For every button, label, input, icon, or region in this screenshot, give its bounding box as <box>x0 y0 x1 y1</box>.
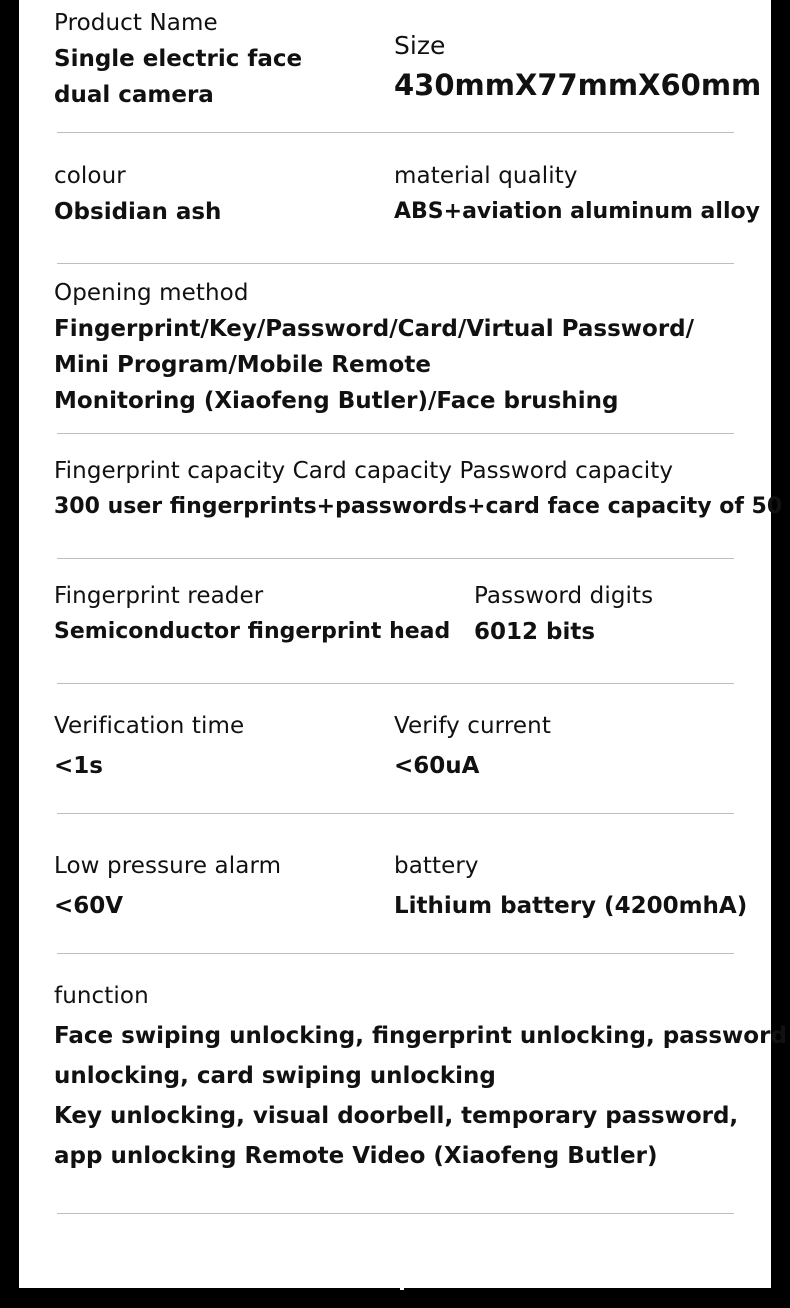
divider <box>57 1213 734 1214</box>
spec-sheet <box>19 0 787 1288</box>
password-digits-label: Password digits <box>474 583 654 609</box>
password-digits-value: 6012 bits <box>474 619 596 645</box>
fingerprint-reader-label: Fingerprint reader <box>54 583 264 609</box>
function-label: function <box>54 983 149 1009</box>
bottom-mark <box>400 1288 404 1290</box>
divider <box>57 558 734 559</box>
battery-value: Lithium battery (4200mhA) <box>394 893 748 919</box>
capacity-label: Fingerprint capacity Card capacity Password capacity <box>54 458 674 484</box>
verify-current-value: <60uA <box>394 753 480 779</box>
verify-current-label: Verify current <box>394 713 551 739</box>
verification-time-label: Verification time <box>54 713 245 739</box>
divider <box>57 953 734 954</box>
opening-method-label: Opening method <box>54 280 249 306</box>
divider <box>57 433 734 434</box>
opening-method-line: Mini Program/Mobile Remote <box>54 352 431 378</box>
divider <box>57 813 734 814</box>
divider <box>57 132 734 133</box>
size-label: Size <box>394 31 446 60</box>
divider <box>57 263 734 264</box>
function-line: Key unlocking, visual doorbell, temporary password, <box>54 1103 739 1129</box>
verification-time-value: <1s <box>54 753 103 779</box>
low-pressure-alarm-label: Low pressure alarm <box>54 853 282 879</box>
opening-method-line: Fingerprint/Key/Password/Card/Virtual Password/ <box>54 316 695 342</box>
product-name-value-line2: dual camera <box>54 82 214 108</box>
product-name-value-line1: Single electric face <box>54 46 303 72</box>
colour-value: Obsidian ash <box>54 199 222 225</box>
product-name-label: Product Name <box>54 10 218 36</box>
function-line: unlocking, card swiping unlocking <box>54 1063 496 1089</box>
capacity-value: 300 user fingerprints+passwords+card face capacity of 50 <box>54 494 783 519</box>
divider <box>57 683 734 684</box>
colour-label: colour <box>54 163 126 189</box>
fingerprint-reader-value: Semiconductor fingerprint head <box>54 619 451 644</box>
function-line: app unlocking Remote Video (Xiaofeng Butler) <box>54 1143 658 1169</box>
low-pressure-alarm-value: <60V <box>54 893 124 919</box>
function-line: Face swiping unlocking, fingerprint unlocking, password <box>54 1023 787 1049</box>
battery-label: battery <box>394 853 479 879</box>
material-label: material quality <box>394 163 578 189</box>
size-value: 430mmX77mmX60mm <box>394 68 762 102</box>
material-value: ABS+aviation aluminum alloy <box>394 199 760 224</box>
opening-method-line: Monitoring (Xiaofeng Butler)/Face brushing <box>54 388 619 414</box>
